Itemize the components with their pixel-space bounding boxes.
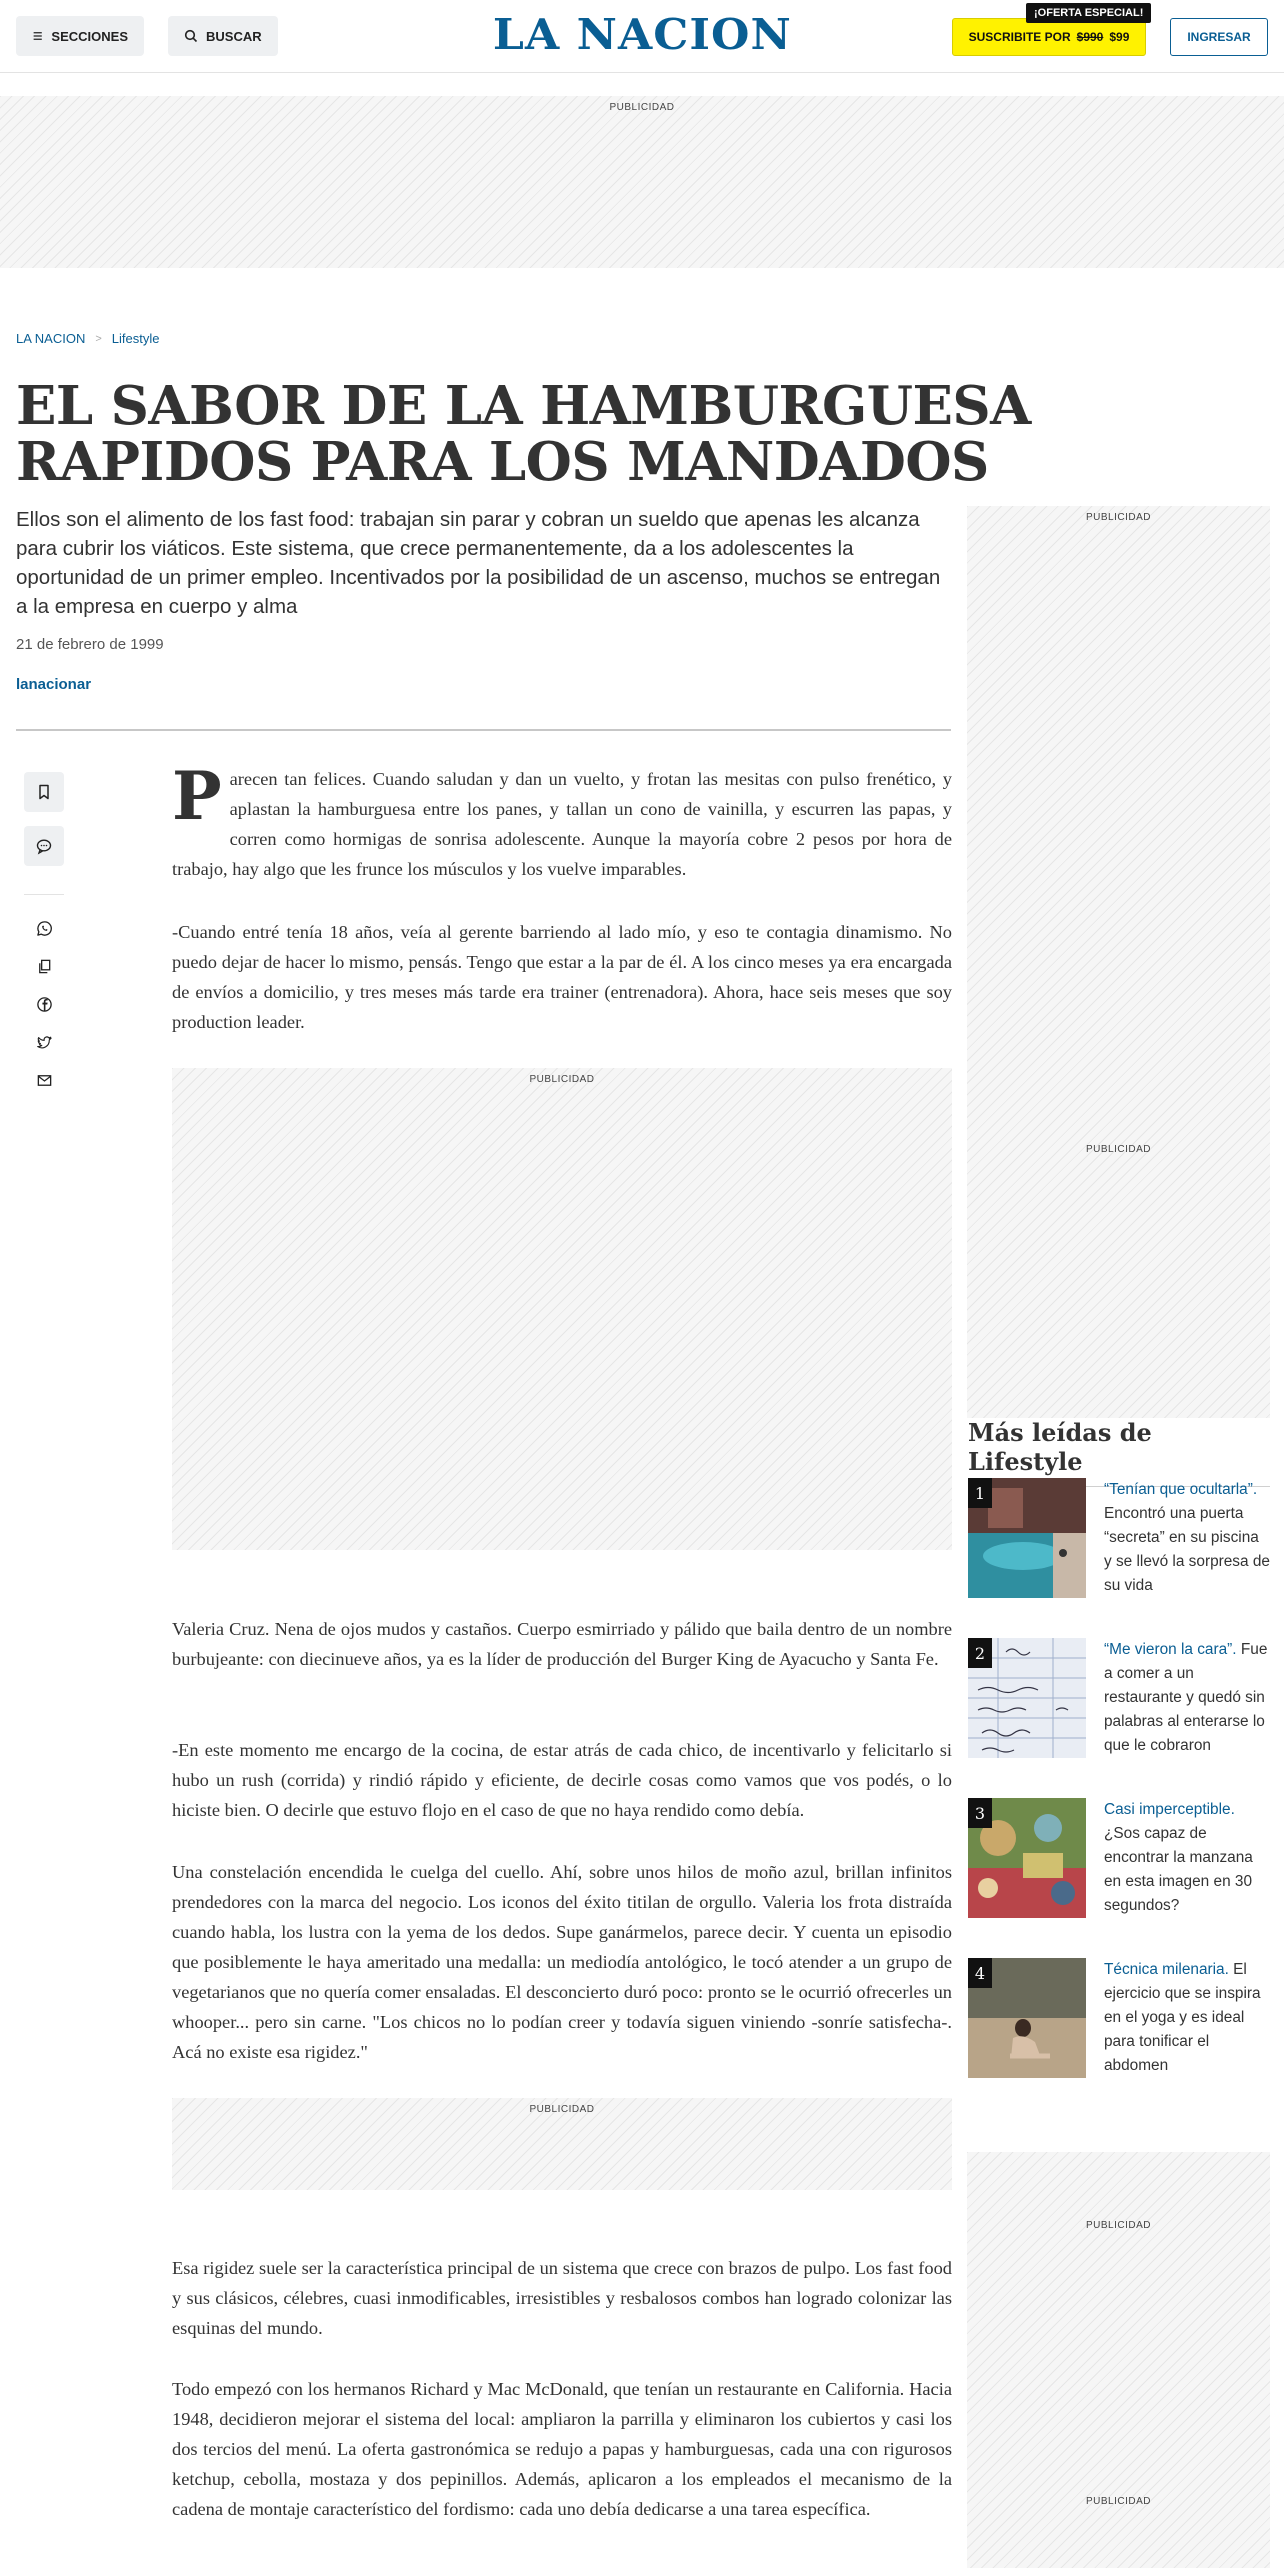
- breadcrumb-section[interactable]: Lifestyle: [111, 331, 160, 346]
- most-read-kicker: Técnica milenaria.: [1104, 1961, 1229, 1978]
- comment-icon: [35, 837, 53, 855]
- ad-label: PUBLICIDAD: [1085, 512, 1151, 523]
- copy-icon: [36, 958, 53, 975]
- most-read-kicker: “Me vieron la cara”.: [1104, 1641, 1237, 1658]
- rank-badge: 4: [968, 1958, 992, 1988]
- rail-divider: [24, 894, 64, 895]
- most-read-text[interactable]: [1104, 1478, 1270, 1598]
- most-read-kicker: Casi imperceptible.: [1104, 1801, 1235, 1818]
- ad-label: PUBLICIDAD: [529, 2104, 595, 2115]
- top-ad[interactable]: [0, 96, 1284, 268]
- subscribe-old-price: $990: [1076, 30, 1104, 44]
- ad-label: PUBLICIDAD: [1085, 2220, 1151, 2231]
- subscribe-label: SUSCRIBITE POR: [968, 30, 1071, 44]
- sidebar-ad-top[interactable]: [967, 506, 1270, 1418]
- most-read-kicker: “Tenían que ocultarla”.: [1104, 1481, 1258, 1498]
- header-divider: [16, 729, 951, 731]
- facebook-icon: [36, 996, 53, 1013]
- site-header: [0, 0, 1284, 73]
- most-read-text[interactable]: [1104, 1638, 1270, 1758]
- subscribe-price: $99: [1109, 30, 1130, 44]
- article-author[interactable]: lanacionar: [16, 676, 92, 693]
- most-read-item[interactable]: [968, 1638, 1270, 1760]
- most-read-thumbnail[interactable]: [968, 1478, 1086, 1598]
- inline-ad-small[interactable]: [172, 2098, 952, 2190]
- ad-label: PUBLICIDAD: [529, 1074, 595, 1085]
- bookmark-icon: [35, 783, 53, 801]
- rank-badge: 3: [968, 1798, 992, 1828]
- rank-badge: 2: [968, 1638, 992, 1668]
- most-read-thumbnail[interactable]: [968, 1958, 1086, 2078]
- most-read-item[interactable]: [968, 1958, 1270, 2080]
- most-read-item[interactable]: [968, 1798, 1270, 1920]
- whatsapp-icon: [36, 920, 53, 937]
- share-email[interactable]: [34, 1070, 54, 1090]
- most-read-text[interactable]: [1104, 1958, 1270, 2078]
- most-read-headline: El ejercicio que se inspira en el yoga y es ideal para tonificar el abdomen: [1104, 1961, 1261, 2074]
- most-read-thumbnail[interactable]: [968, 1638, 1086, 1758]
- paragraph-text: arecen tan felices. Cuando saludan y dan un vuelto, y frotan las mesitas con pulso frenético, y aplastan la hamburguesa entre los panes, y tallan un cono de vainilla, y escurren las papas, y corren como hormigas de sonrisa adolescente. Aunque la mayoría cobre 2 pesos por hora de trabajo, hay algo que les frunce los músculos y los vuelve imparables.: [172, 769, 952, 879]
- login-button[interactable]: INGRESAR: [1170, 18, 1268, 56]
- breadcrumb-home[interactable]: LA NACION: [16, 331, 86, 346]
- article-title: EL SABOR DE LA HAMBURGUESA RAPIDOS PARA LOS MANDADOS: [16, 375, 1031, 493]
- most-read-item[interactable]: [968, 1478, 1270, 1600]
- most-read-headline: Fue a comer a un restaurante y quedó sin palabras al enterarse lo que le cobraron: [1104, 1641, 1268, 1754]
- article-paragraph: [172, 757, 952, 884]
- site-logo[interactable]: LA NACION: [492, 10, 792, 59]
- ad-label-secondary: PUBLICIDAD: [1085, 2496, 1151, 2507]
- share-whatsapp[interactable]: [34, 918, 54, 938]
- sidebar-ad-bottom[interactable]: [967, 2152, 1270, 2568]
- breadcrumb: [16, 331, 160, 346]
- article-paragraph: Una constelación encendida le cuelga del cuello. Ahí, sobre unos hilos de moño azul, brillan infinitos prendedores con la marca del negocio. Los iconos del éxito titilan de orgullo. Valeria los frota distraída cuando habla, los lustra con la yema de los dedos. Supe ganármelos, parece decir. Y cuenta un episodio que posiblemente le haya ameritado una medalla: un mediodía antológico, le tocó atender a un grupo de vegetarianos que no quería comer ensaladas. El desconcierto duró poco: pronto se le ocurrió ofrecerles un whooper... pero sin carne. "Los chicos no lo podían creer y todavía siguen viniendo -sonríe satisfecha-. Acá no existe esa rigidez.": [172, 1862, 952, 2062]
- sections-label: SECCIONES: [51, 28, 128, 44]
- offer-badge: ¡OFERTA ESPECIAL!: [1026, 3, 1151, 23]
- most-read-thumbnail[interactable]: [968, 1798, 1086, 1918]
- article-paragraph: -En este momento me encargo de la cocina, de estar atrás de cada chico, de incentivarlo y felicitarlo si hubo un rush (corrida) y rindió rápido y eficiente, de decirle cosas como vamos que vos podés, o lo hiciste bien. O decirle que estuvo flojo en el caso de que no haya rendido como debía.: [172, 1740, 952, 1820]
- share-twitter[interactable]: [34, 1032, 54, 1052]
- save-button[interactable]: [24, 772, 64, 812]
- comments-button[interactable]: [24, 826, 64, 866]
- share-facebook[interactable]: [34, 994, 54, 1014]
- drop-cap: P: [172, 757, 222, 835]
- article-paragraph: Todo empezó con los hermanos Richard y Mac McDonald, que tenían un restaurante en California. Hacia 1948, decidieron mejorar el sistema del local: ampliaron la parrilla y eliminaron los cubiertos y casi los dos tercios del menú. La oferta gastronómica se redujo a papas y hamburguesas, cada una con rigurosos ketchup, cebolla, mostaza y dos pepinillos. Además, aplicaron a los empleados el mecanismo de la cadena de montaje característico del fordismo: cada uno debía dedicarse a una tarea específica.: [172, 2379, 952, 2519]
- ad-label-secondary: PUBLICIDAD: [1085, 1144, 1151, 1155]
- subscribe-button[interactable]: [952, 18, 1146, 56]
- most-read-text[interactable]: [1104, 1798, 1270, 1918]
- mail-icon: [36, 1072, 53, 1089]
- article-paragraph: Valeria Cruz. Nena de ojos mudos y castaños. Cuerpo esmirriado y pálido que baila dentro de un nombre burbujeante: con diecinueve años, ya es la líder de producción del Burger King de Ayacucho y Santa Fe.: [172, 1619, 952, 1669]
- article-paragraph: Esa rigidez suele ser la característica principal de un sistema que crece con brazos de pulpo. Los fast food y sus clásicos, célebres, cuasi inmodificables, irresistibles y resbalosos combos han logrado colonizar las esquinas del mundo.: [172, 2258, 952, 2338]
- article-lead: Ellos son el alimento de los fast food: trabajan sin parar y cobran un sueldo que apenas les alcanza para cubrir los viáticos. Este sistema, que crece permanentemente, da a los adolescentes la oportunidad de un primer empleo. Incentivados por la posibilidad de un ascenso, muchos se entregan a la empresa en cuerpo y alma: [16, 508, 941, 618]
- inline-ad[interactable]: [172, 1068, 952, 1550]
- share-copy-link[interactable]: [34, 956, 54, 976]
- rank-badge: 1: [968, 1478, 992, 1508]
- twitter-icon: [36, 1034, 53, 1051]
- most-read-headline: Encontró una puerta “secreta” en su piscina y se llevó la sorpresa de su vida: [1104, 1505, 1270, 1594]
- most-read-headline: ¿Sos capaz de encontrar la manzana en esta imagen en 30 segundos?: [1104, 1825, 1253, 1914]
- article-paragraph: -Cuando entré tenía 18 años, veía al gerente barriendo al lado mío, y eso te contagia dinamismo. No puedo dejar de hacer lo mismo, pensás. Tengo que estar a la par de él. A los cinco meses ya era encargada de envíos a domicilio, y tres meses más tarde era trainer (entrenadora). Ahora, hace seis meses que soy production leader.: [172, 922, 952, 1032]
- article-date: 21 de febrero de 1999: [16, 636, 164, 653]
- search-label: BUSCAR: [206, 28, 262, 44]
- breadcrumb-separator: >: [95, 332, 102, 345]
- most-read-heading: Más leídas de Lifestyle: [968, 1418, 1270, 1487]
- ad-label: PUBLICIDAD: [609, 102, 675, 113]
